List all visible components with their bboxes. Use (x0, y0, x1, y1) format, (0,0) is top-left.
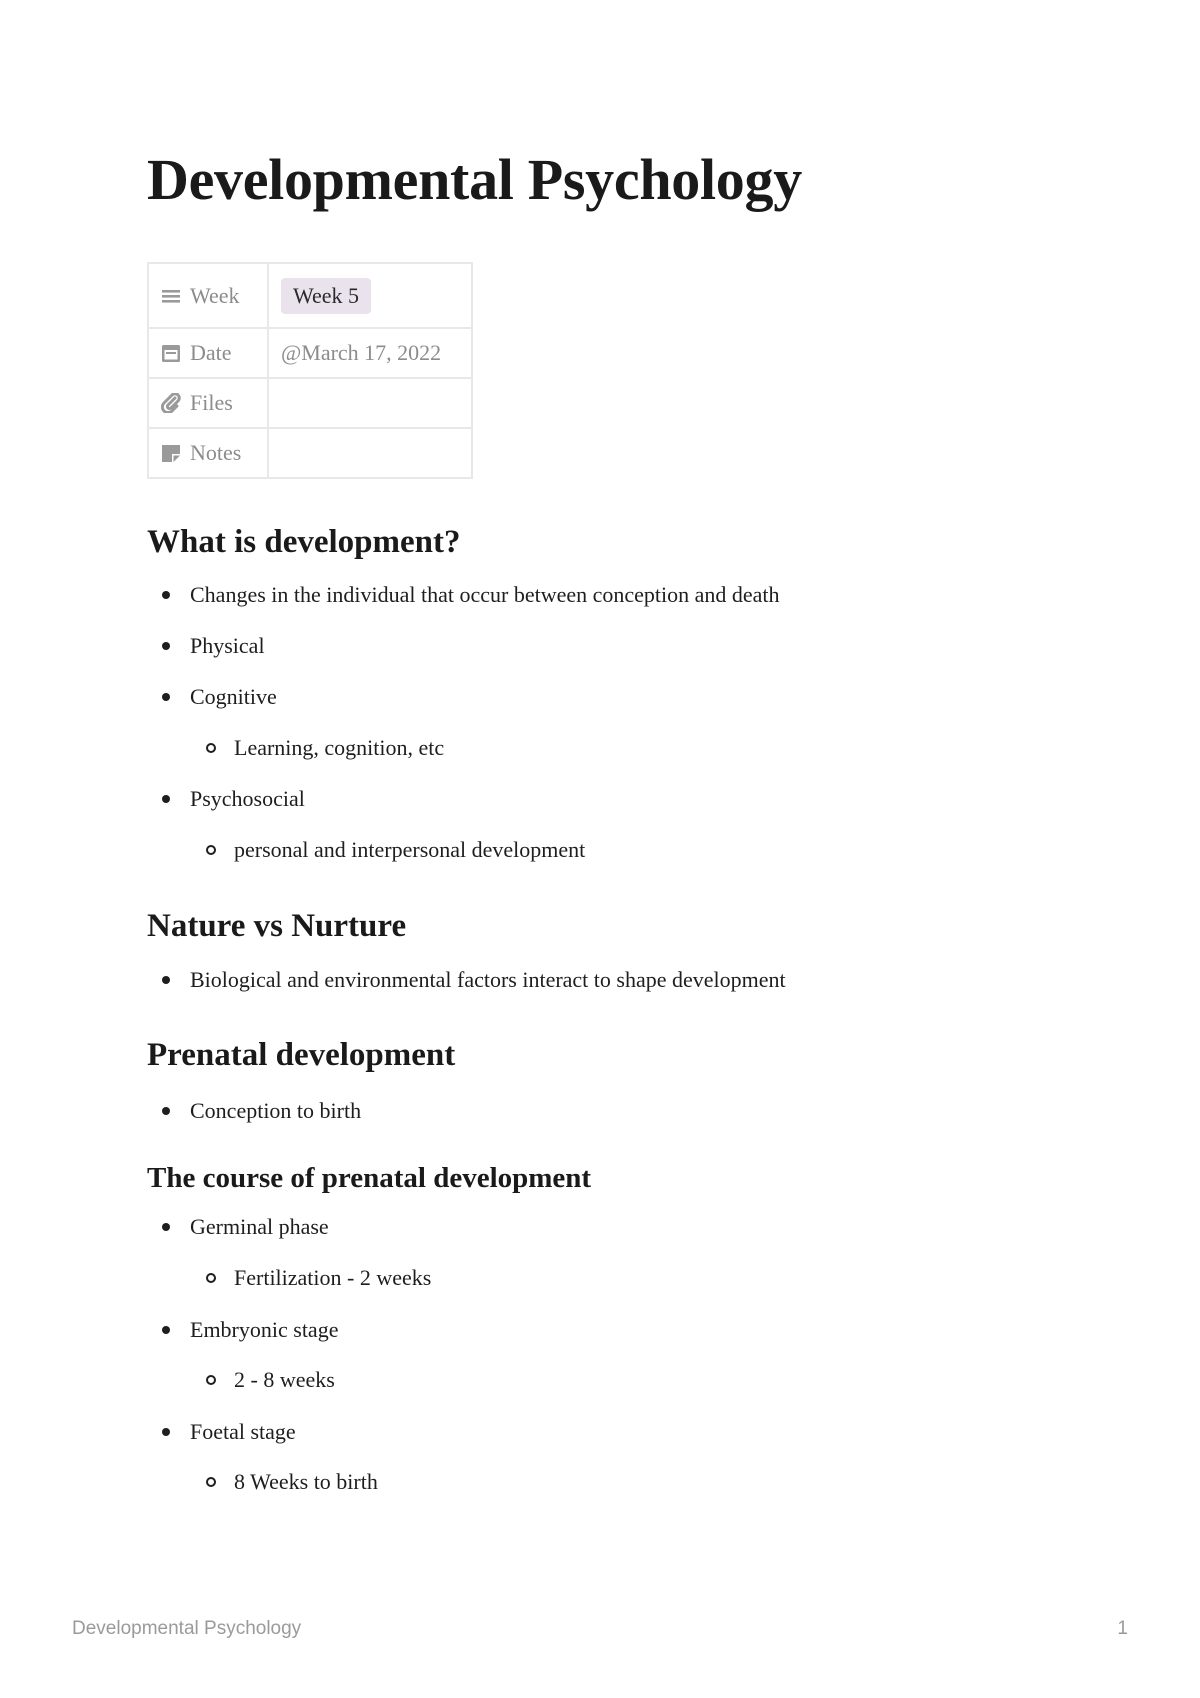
list-item: Changes in the individual that occur between conception and death (190, 581, 780, 609)
property-key: Notes (190, 440, 242, 465)
list-icon (161, 286, 181, 306)
bullet (162, 1107, 170, 1115)
property-row-date (148, 328, 472, 378)
property-row-files (148, 378, 472, 428)
bullet (162, 976, 170, 984)
bullet (162, 642, 170, 650)
heading-nature-vs-nurture: Nature vs Nurture (147, 908, 407, 944)
property-row-week (148, 263, 472, 328)
note-icon (161, 443, 181, 463)
list-item: Embryonic stage (190, 1316, 338, 1344)
sub-bullet (206, 1477, 216, 1487)
date-value[interactable]: @March 17, 2022 (268, 328, 472, 378)
properties-table (147, 262, 473, 479)
list-item: Cognitive (190, 683, 277, 711)
property-key: Date (190, 340, 232, 365)
page-footer (72, 1618, 1128, 1640)
list-item: Learning, cognition, etc (234, 734, 444, 762)
notes-value[interactable] (268, 428, 472, 478)
list-item: 8 Weeks to birth (234, 1468, 378, 1496)
list-item: Biological and environmental factors interact to shape development (190, 966, 786, 994)
list-item: Psychosocial (190, 785, 305, 813)
list-item: Physical (190, 632, 265, 660)
heading-what-is-development: What is development? (147, 524, 461, 560)
property-row-notes (148, 428, 472, 478)
heading-course-of-prenatal-development: The course of prenatal development (147, 1162, 592, 1194)
bullet (162, 1223, 170, 1231)
files-value[interactable] (268, 378, 472, 428)
sub-bullet (206, 1375, 216, 1385)
paperclip-icon (161, 393, 181, 413)
calendar-icon (161, 343, 181, 363)
bullet (162, 693, 170, 701)
page-title: Developmental Psychology (147, 147, 802, 212)
heading-prenatal-development: Prenatal development (147, 1037, 456, 1073)
sub-bullet (206, 1273, 216, 1283)
property-key: Files (190, 390, 233, 415)
sub-bullet (206, 743, 216, 753)
bullet (162, 795, 170, 803)
list-item: Germinal phase (190, 1213, 329, 1241)
footer-title: Developmental Psychology (72, 1618, 302, 1639)
list-item: Foetal stage (190, 1418, 296, 1446)
list-item: Fertilization - 2 weeks (234, 1264, 431, 1292)
list-item: 2 - 8 weeks (234, 1366, 335, 1394)
bullet (162, 591, 170, 599)
sub-bullet (206, 845, 216, 855)
list-item: Conception to birth (190, 1097, 361, 1125)
list-item: personal and interpersonal development (234, 836, 585, 864)
property-key: Week (190, 282, 240, 308)
bullet (162, 1326, 170, 1334)
page-number: 1 (1117, 1618, 1128, 1639)
week-tag[interactable]: Week 5 (281, 278, 371, 314)
bullet (162, 1428, 170, 1436)
